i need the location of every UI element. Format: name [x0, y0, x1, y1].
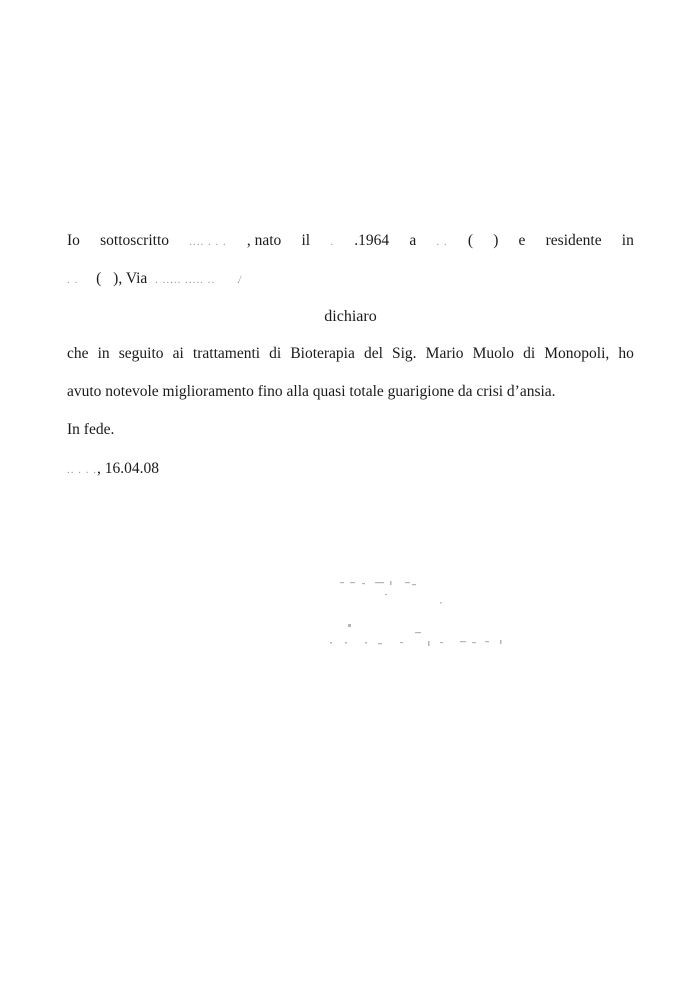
statement-line-2: avuto notevole miglioramento fino alla quasi totale guarigione da crisi d’ansia.: [67, 383, 556, 400]
redacted-name: .... . . .: [189, 236, 227, 248]
declaration-heading: dichiaro: [324, 308, 377, 325]
word: residente: [545, 232, 602, 249]
word: seguito: [118, 345, 164, 362]
word: ai: [172, 345, 184, 362]
word: a: [409, 232, 417, 249]
word: ): [493, 232, 499, 249]
word: Muolo: [472, 345, 514, 362]
word: Io: [67, 232, 80, 249]
word: (: [96, 270, 102, 287]
redacted-birth-place: . .: [436, 236, 448, 248]
word: di: [269, 345, 282, 362]
word: di: [523, 345, 536, 362]
word: Via: [125, 270, 148, 287]
word: Sig.: [392, 345, 417, 362]
redacted-signature: [320, 572, 520, 652]
closing-phrase: In fede.: [67, 421, 115, 438]
place-date-line: [67, 459, 634, 480]
word: il: [301, 232, 311, 249]
word: e: [518, 232, 526, 249]
word: ho: [618, 345, 634, 362]
word: che: [67, 345, 89, 362]
redacted-residence-city: . .: [67, 274, 79, 286]
date: , 16.04.08: [97, 460, 159, 477]
word: del: [363, 345, 383, 362]
word: Bioterapia: [290, 345, 355, 362]
word: sottoscritto: [100, 232, 169, 249]
declarant-line-2: [67, 269, 634, 290]
word: Mario: [425, 345, 464, 362]
word: (: [467, 232, 473, 249]
birth-year: .1964: [354, 232, 390, 249]
word: trattamenti: [192, 345, 261, 362]
redacted-street: . ..... ..... ..: [155, 274, 216, 286]
redacted-birth-day: .: [330, 236, 335, 248]
word: in: [97, 345, 110, 362]
declarant-line-1: [67, 231, 634, 252]
word: in: [621, 232, 634, 249]
statement-line-1: [67, 344, 634, 364]
redacted-place: .. . . .: [67, 464, 97, 476]
word: Monopoli,: [544, 345, 610, 362]
word: ),: [113, 270, 123, 287]
word: , nato: [246, 232, 282, 249]
redaction-mark: .̸: [237, 274, 241, 286]
